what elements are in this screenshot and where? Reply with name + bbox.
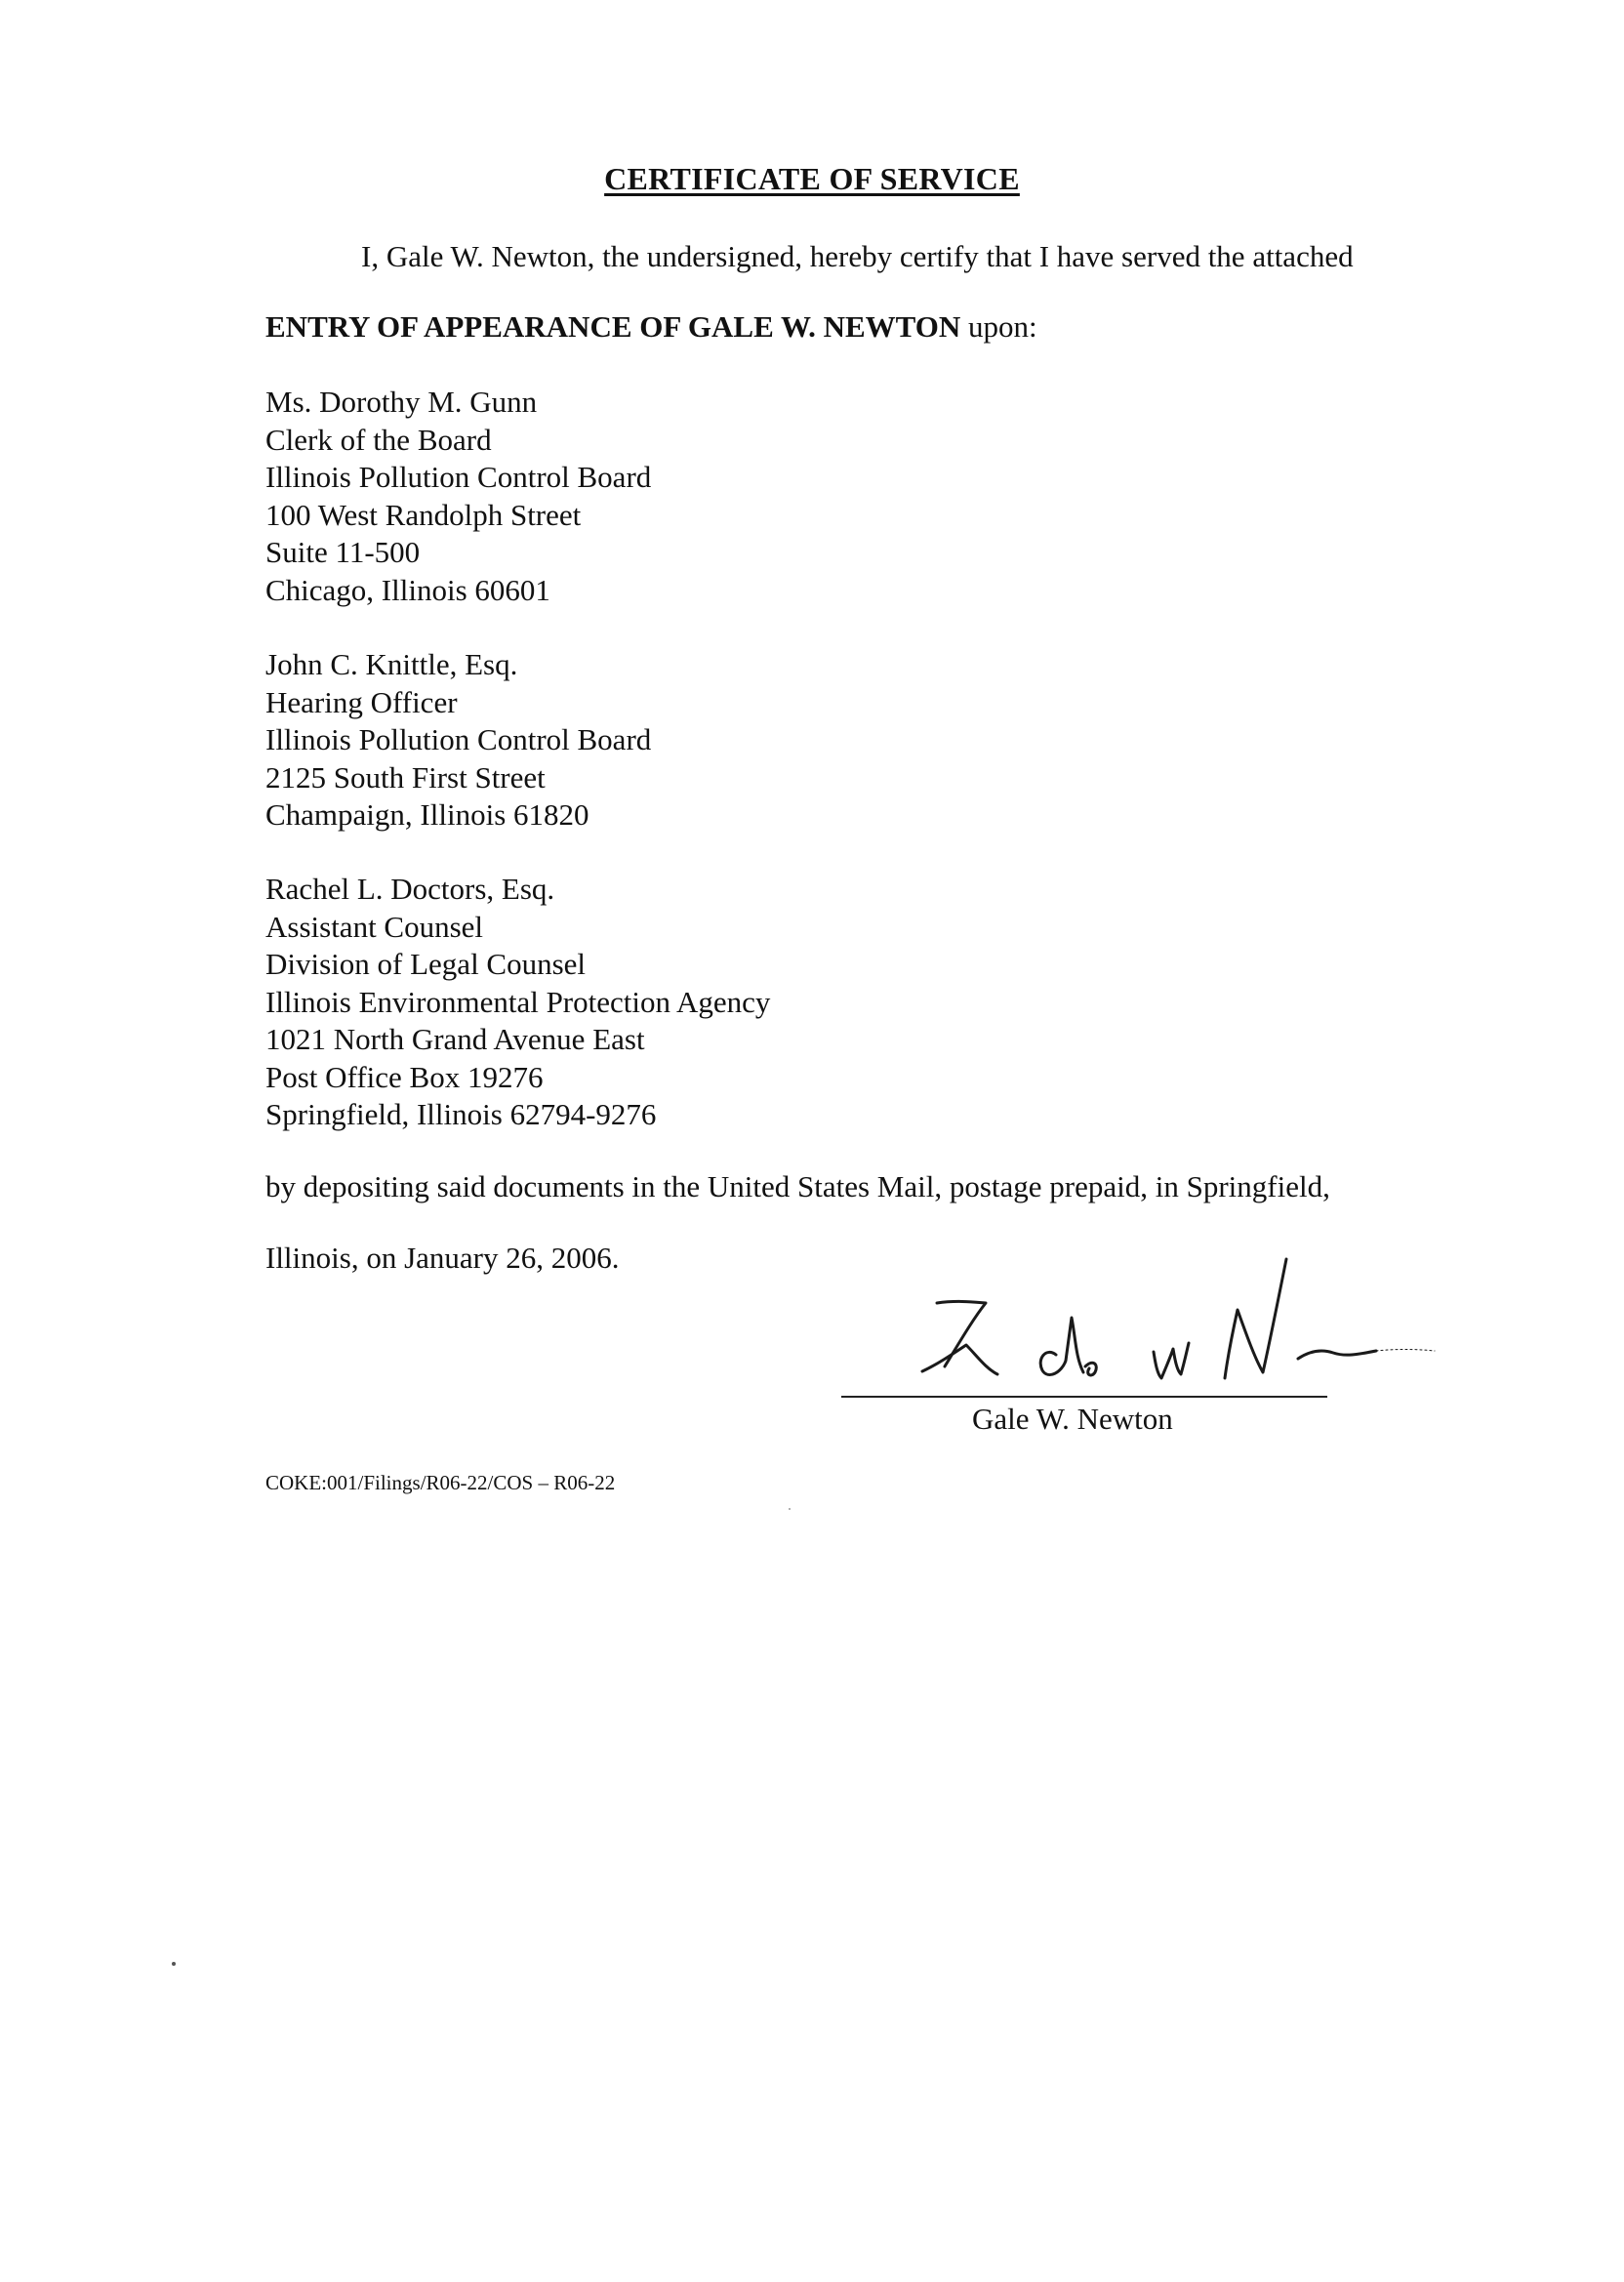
recipient-address-block [265, 384, 651, 609]
address-line: Post Office Box 19276 [265, 1059, 544, 1094]
address-line: 100 West Randolph Street [265, 497, 582, 532]
address-line: Illinois Environmental Protection Agency [265, 984, 771, 1019]
entry-suffix: upon: [960, 309, 1037, 344]
address-line: Champaign, Illinois 61820 [265, 797, 589, 832]
address-line: Clerk of the Board [265, 422, 492, 457]
address-line: 1021 North Grand Avenue East [265, 1022, 645, 1056]
scan-speck [172, 1962, 176, 1966]
address-line: Hearing Officer [265, 684, 458, 719]
document-title: CERTIFICATE OF SERVICE [604, 161, 1020, 196]
entry-line [265, 308, 1037, 346]
recipient-address-block [265, 646, 651, 835]
file-reference-code: COKE:001/Filings/R06-22/COS – R06-22 [265, 1471, 616, 1494]
address-line: John C. Knittle, Esq. [265, 647, 518, 681]
handwritten-signature [830, 1249, 1474, 1425]
certification-intro: I, Gale W. Newton, the undersigned, hereby certify that I have served the attached [361, 239, 1354, 273]
address-line: Division of Legal Counsel [265, 947, 587, 981]
scan-speck [789, 1508, 791, 1510]
address-line: Rachel L. Doctors, Esq. [265, 872, 555, 906]
address-line: Chicago, Illinois 60601 [265, 572, 550, 607]
address-line: Springfield, Illinois 62794-9276 [265, 1097, 657, 1131]
address-line: Ms. Dorothy M. Gunn [265, 385, 538, 419]
address-line: Suite 11-500 [265, 535, 421, 569]
signer-name: Gale W. Newton [972, 1402, 1173, 1436]
mailing-date: Illinois, on January 26, 2006. [265, 1241, 620, 1275]
address-line: Assistant Counsel [265, 909, 484, 944]
address-line: Illinois Pollution Control Board [265, 722, 652, 756]
entry-title: ENTRY OF APPEARANCE OF GALE W. NEWTON [265, 309, 961, 344]
recipient-address-block [265, 871, 770, 1134]
address-line: Illinois Pollution Control Board [265, 460, 652, 494]
mailing-statement: by depositing said documents in the United States Mail, postage prepaid, in Springfield, [265, 1169, 1330, 1203]
signature-line [841, 1396, 1327, 1398]
address-line: 2125 South First Street [265, 759, 546, 795]
